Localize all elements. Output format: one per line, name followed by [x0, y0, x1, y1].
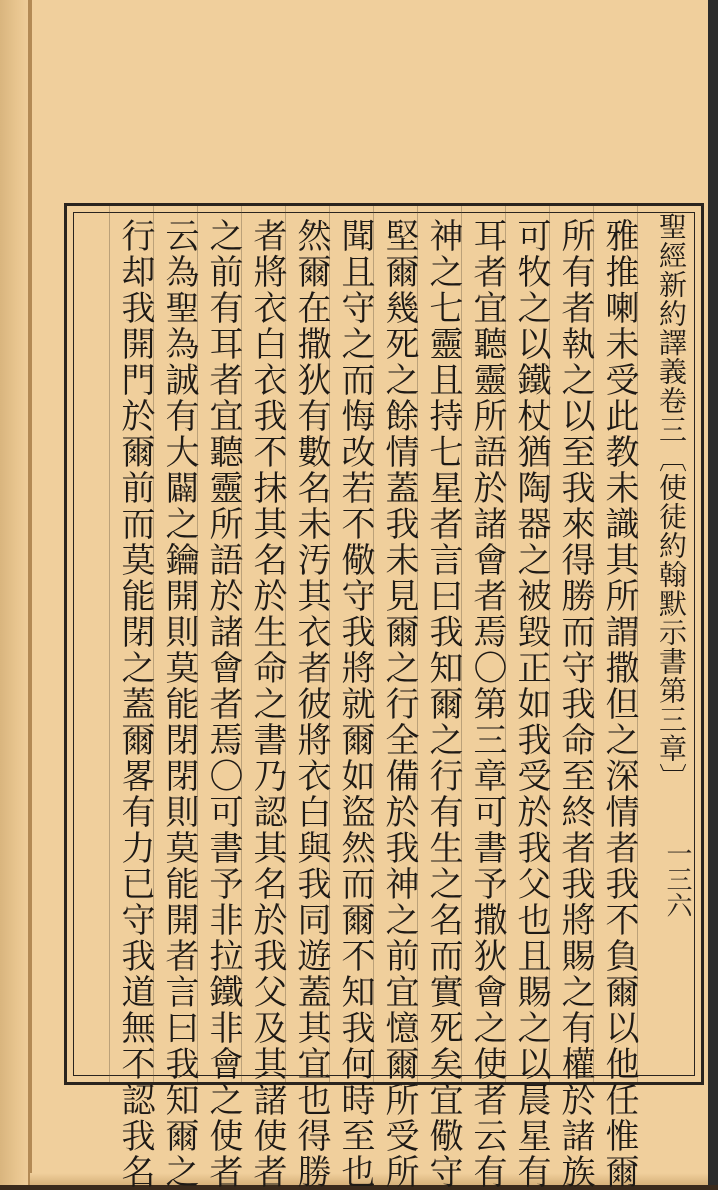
page-number: 一三六 [662, 840, 692, 918]
text-column-12: 行却我開門於爾前而莫能閉之蓋爾畧有力已守我道無不認我名 [115, 218, 155, 1190]
text-column-9: 者將衣白衣我不抹其名於生命之書乃認其名於我父及其諸使者 [247, 218, 287, 1190]
text-column-2: 所有者執之以至我來得勝而守我命至終者我將賜之有權於諸族 [555, 218, 595, 1190]
text-column-4: 耳者宜聽靈所語於諸會者焉〇第三章可書予撒狄會之使者云有 [467, 218, 507, 1190]
text-column-3: 可牧之以鐵杖猶陶器之被毀正如我受於我父也且賜之以晨星有 [511, 218, 551, 1190]
text-column-7: 聞且守之而悔改若不儆守我將就爾如盜然而爾不知我何時至也 [335, 218, 375, 1190]
text-column-6: 堅爾幾死之餘情蓋我未見爾之行全備於我神之前宜憶爾所受所 [379, 218, 419, 1190]
column-rule [109, 206, 110, 1082]
text-column-10: 之前有耳者宜聽靈所語於諸會者焉〇可書予非拉鐵非會之使者 [203, 218, 243, 1190]
text-frame [64, 203, 704, 1190]
text-column-1: 雅推喇未受此教未識其所謂撒但之深情者我不負爾以他任惟爾 [599, 218, 639, 1190]
running-header: 聖經新約譯義卷三〔使徒約翰默示書第三章〕 [655, 212, 688, 792]
left-page-edge [0, 0, 31, 1185]
binding-gutter [28, 0, 32, 1185]
text-column-11: 云為聖為誠有大闢之鑰開則莫能閉閉則莫能開者言曰我知爾之 [159, 218, 199, 1190]
right-page-edge [708, 0, 718, 1185]
text-column-8: 然爾在撒狄有數名未汚其衣者彼將衣白與我同遊蓋其宜也得勝 [291, 218, 331, 1190]
text-column-5: 神之七靈且持七星者言曰我知爾之行有生之名而實死矣宜儆守 [423, 218, 463, 1190]
